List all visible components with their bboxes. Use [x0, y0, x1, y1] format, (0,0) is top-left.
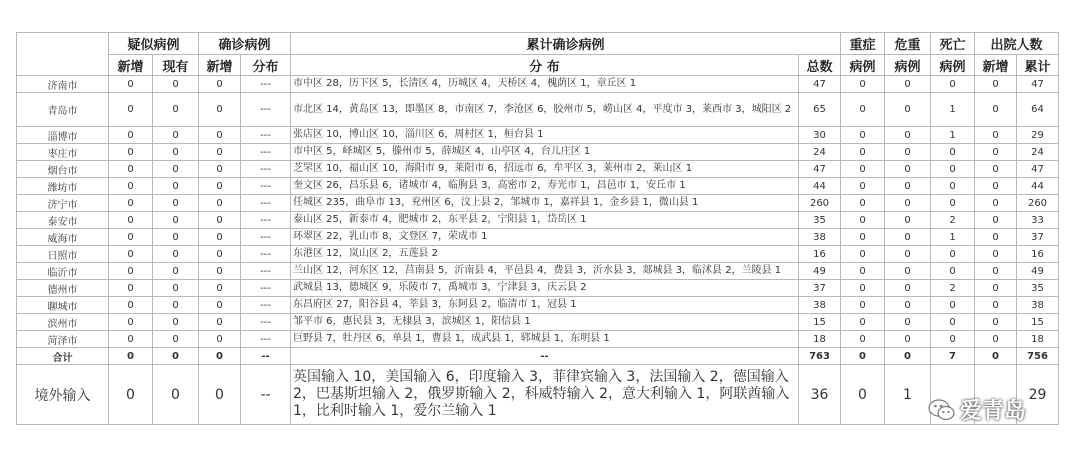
confirmed-dist-cell: --- — [241, 178, 291, 195]
suspected-current-cell: 0 — [153, 297, 199, 314]
header-discharged: 出院人数 — [975, 33, 1059, 55]
confirmed-dist-cell: --- — [241, 76, 291, 93]
total-cell: 260 — [799, 195, 841, 212]
confirmed-dist-cell: --- — [241, 297, 291, 314]
suspected-current-cell: 0 — [153, 93, 199, 127]
confirmed-new-cell: 0 — [199, 195, 241, 212]
critical-cell: 0 — [885, 263, 931, 280]
discharged-total-cell: 38 — [1017, 297, 1059, 314]
suspected-current-cell: 0 — [153, 331, 199, 348]
discharged-new-cell: 0 — [975, 314, 1017, 331]
city-cell: 潍坊市 — [17, 178, 109, 195]
table-row — [17, 229, 1059, 246]
confirmed-dist-cell: --- — [241, 127, 291, 144]
death-cell: 1 — [931, 93, 975, 127]
suspected-current-cell: 0 — [153, 195, 199, 212]
table-row — [17, 297, 1059, 314]
discharged-new-cell: 0 — [975, 127, 1017, 144]
death-cell: 0 — [931, 161, 975, 178]
subheader-death-cases: 病例 — [931, 55, 975, 76]
suspected-new-cell: 0 — [109, 212, 153, 229]
city-cell: 滨州市 — [17, 314, 109, 331]
total-cell: 36 — [799, 365, 841, 425]
suspected-current-cell: 0 — [153, 314, 199, 331]
discharged-new-cell: 0 — [975, 297, 1017, 314]
death-cell: 0 — [931, 331, 975, 348]
total-cell: 44 — [799, 178, 841, 195]
discharged-total-cell: 18 — [1017, 331, 1059, 348]
suspected-current-cell: 0 — [153, 144, 199, 161]
severe-cell: 0 — [841, 280, 885, 297]
confirmed-new-cell: 0 — [199, 212, 241, 229]
discharged-total-cell: 16 — [1017, 246, 1059, 263]
distribution-cell: 芝罘区 10，福山区 10，海阳市 9，莱阳市 6，招远市 6，牟平区 3，莱州市 2，莱山区 1 — [291, 161, 799, 178]
watermark — [928, 394, 1026, 425]
severe-cell: 0 — [841, 212, 885, 229]
suspected-current-cell: 0 — [153, 178, 199, 195]
table-row — [17, 144, 1059, 161]
critical-cell: 0 — [885, 161, 931, 178]
severe-cell: 0 — [841, 297, 885, 314]
severe-cell: 0 — [841, 161, 885, 178]
distribution-cell: 邹平市 6，惠民县 3，无棣县 3，滨城区 1，阳信县 1 — [291, 314, 799, 331]
suspected-new-cell: 0 — [109, 331, 153, 348]
confirmed-new-cell: 0 — [199, 76, 241, 93]
table-body — [17, 76, 1059, 425]
total-cell: 763 — [799, 348, 841, 365]
critical-cell: 0 — [885, 178, 931, 195]
distribution-cell: 市中区 28，历下区 5，长清区 4，历城区 4，天桥区 4，槐荫区 1，章丘区 1 — [291, 76, 799, 93]
discharged-total-cell: 47 — [1017, 161, 1059, 178]
distribution-cell: 张店区 10，博山区 10，淄川区 6，周村区 1，桓台县 1 — [291, 127, 799, 144]
subheader-discharged-new: 新增 — [975, 55, 1017, 76]
discharged-new-cell: 0 — [975, 212, 1017, 229]
discharged-total-cell: 44 — [1017, 178, 1059, 195]
city-cell: 临沂市 — [17, 263, 109, 280]
total-cell: 15 — [799, 314, 841, 331]
confirmed-dist-cell: --- — [241, 246, 291, 263]
severe-cell: 0 — [841, 195, 885, 212]
severe-cell: 0 — [841, 365, 885, 425]
discharged-total-cell: 47 — [1017, 76, 1059, 93]
severe-cell: 0 — [841, 229, 885, 246]
suspected-new-cell: 0 — [109, 280, 153, 297]
subheader-confirmed-new: 新增 — [199, 55, 241, 76]
discharged-total-cell: 15 — [1017, 314, 1059, 331]
suspected-new-cell: 0 — [109, 93, 153, 127]
severe-cell: 0 — [841, 127, 885, 144]
total-cell: 65 — [799, 93, 841, 127]
discharged-total-cell: 33 — [1017, 212, 1059, 229]
discharged-total-cell: 29 — [1017, 127, 1059, 144]
discharged-new-cell: 0 — [975, 144, 1017, 161]
severe-cell: 0 — [841, 314, 885, 331]
severe-cell: 0 — [841, 331, 885, 348]
discharged-new-cell: 0 — [975, 161, 1017, 178]
suspected-current-cell: 0 — [153, 212, 199, 229]
suspected-new-cell: 0 — [109, 348, 153, 365]
distribution-cell: 环翠区 22，乳山市 8，文登区 7，荣成市 1 — [291, 229, 799, 246]
subheader-suspected-new: 新增 — [109, 55, 153, 76]
total-cell: 47 — [799, 76, 841, 93]
death-cell: 1 — [931, 127, 975, 144]
death-cell: 2 — [931, 280, 975, 297]
discharged-new-cell: 0 — [975, 331, 1017, 348]
distribution-cell: 兰山区 12，河东区 12，莒南县 5，沂南县 4，平邑县 4，费县 3，沂水县 3，郯城县 3，临沭县 2，兰陵县 1 — [291, 263, 799, 280]
suspected-new-cell: 0 — [109, 365, 153, 425]
confirmed-new-cell: 0 — [199, 365, 241, 425]
distribution-cell: 英国输入 10，美国输入 6，印度输入 3，菲律宾输入 3，法国输入 2，德国输入 2，巴基斯坦输入 2，俄罗斯输入 2，科威特输入 2，意大利输入 1，阿联酋输入 1，比利时输入 1，爱尔兰输入 1 — [291, 365, 799, 425]
total-cell: 47 — [799, 161, 841, 178]
confirmed-new-cell: 0 — [199, 127, 241, 144]
confirmed-new-cell: 0 — [199, 229, 241, 246]
city-cell: 合计 — [17, 348, 109, 365]
confirmed-new-cell: 0 — [199, 263, 241, 280]
table-row — [17, 246, 1059, 263]
header-severe: 重症 — [841, 33, 885, 55]
severe-cell: 0 — [841, 263, 885, 280]
severe-cell: 0 — [841, 93, 885, 127]
discharged-total-cell: 24 — [1017, 144, 1059, 161]
severe-cell: 0 — [841, 76, 885, 93]
critical-cell: 0 — [885, 297, 931, 314]
suspected-new-cell: 0 — [109, 229, 153, 246]
subheader-discharged-total: 累计 — [1017, 55, 1059, 76]
header-confirmed: 确诊病例 — [199, 33, 291, 55]
distribution-cell: 任城区 235，曲阜市 13，兖州区 6，汶上县 2，邹城市 1，嘉祥县 1，金乡县 1，微山县 1 — [291, 195, 799, 212]
city-cell: 济南市 — [17, 76, 109, 93]
table-row — [17, 127, 1059, 144]
death-cell: 0 — [931, 144, 975, 161]
death-cell: 2 — [931, 212, 975, 229]
stats-table-wrap — [16, 32, 1059, 425]
suspected-current-cell: 0 — [153, 365, 199, 425]
critical-cell: 0 — [885, 127, 931, 144]
subheader-critical-cases: 病例 — [885, 55, 931, 76]
death-cell: 0 — [931, 246, 975, 263]
critical-cell: 1 — [885, 365, 931, 425]
city-cell: 德州市 — [17, 280, 109, 297]
discharged-total-cell: 260 — [1017, 195, 1059, 212]
suspected-current-cell: 0 — [153, 127, 199, 144]
discharged-total-cell: 64 — [1017, 93, 1059, 127]
discharged-new-cell: 0 — [975, 93, 1017, 127]
suspected-new-cell: 0 — [109, 76, 153, 93]
table-row — [17, 280, 1059, 297]
table-row — [17, 93, 1059, 127]
distribution-cell: 奎文区 26，昌乐县 6，诸城市 4，临朐县 3，高密市 2，寿光市 1，昌邑市 1，安丘市 1 — [291, 178, 799, 195]
severe-cell: 0 — [841, 144, 885, 161]
distribution-cell: 巨野县 7，牡丹区 6，单县 1，曹县 1，成武县 1，郓城县 1，东明县 1 — [291, 331, 799, 348]
distribution-cell: -- — [291, 348, 799, 365]
suspected-current-cell: 0 — [153, 348, 199, 365]
severe-cell: 0 — [841, 348, 885, 365]
suspected-current-cell: 0 — [153, 161, 199, 178]
city-cell: 聊城市 — [17, 297, 109, 314]
confirmed-new-cell: 0 — [199, 331, 241, 348]
header-death: 死亡 — [931, 33, 975, 55]
discharged-new-cell: 0 — [975, 76, 1017, 93]
discharged-total-cell: 29 — [1017, 365, 1059, 425]
critical-cell: 0 — [885, 229, 931, 246]
suspected-new-cell: 0 — [109, 263, 153, 280]
distribution-cell: 泰山区 25，新泰市 4，肥城市 2，东平县 2，宁阳县 1，岱岳区 1 — [291, 212, 799, 229]
city-cell: 烟台市 — [17, 161, 109, 178]
suspected-new-cell: 0 — [109, 297, 153, 314]
suspected-current-cell: 0 — [153, 76, 199, 93]
suspected-current-cell: 0 — [153, 246, 199, 263]
city-cell: 枣庄市 — [17, 144, 109, 161]
suspected-new-cell: 0 — [109, 246, 153, 263]
death-cell: 1 — [931, 229, 975, 246]
city-cell: 济宁市 — [17, 195, 109, 212]
discharged-total-cell: 756 — [1017, 348, 1059, 365]
subheader-total: 总数 — [799, 55, 841, 76]
confirmed-dist-cell: --- — [241, 280, 291, 297]
total-cell: 38 — [799, 229, 841, 246]
suspected-new-cell: 0 — [109, 178, 153, 195]
discharged-new-cell: 0 — [975, 280, 1017, 297]
confirmed-dist-cell: -- — [241, 365, 291, 425]
confirmed-dist-cell: --- — [241, 93, 291, 127]
confirmed-dist-cell: --- — [241, 195, 291, 212]
discharged-new-cell: 0 — [975, 195, 1017, 212]
subheader-severe-cases: 病例 — [841, 55, 885, 76]
suspected-new-cell: 0 — [109, 161, 153, 178]
total-cell: 30 — [799, 127, 841, 144]
suspected-new-cell: 0 — [109, 314, 153, 331]
critical-cell: 0 — [885, 212, 931, 229]
discharged-total-cell: 49 — [1017, 263, 1059, 280]
confirmed-dist-cell: --- — [241, 144, 291, 161]
total-cell: 24 — [799, 144, 841, 161]
confirmed-new-cell: 0 — [199, 178, 241, 195]
confirmed-dist-cell: --- — [241, 161, 291, 178]
confirmed-dist-cell: --- — [241, 263, 291, 280]
total-cell: 37 — [799, 280, 841, 297]
confirmed-new-cell: 0 — [199, 246, 241, 263]
confirmed-new-cell: 0 — [199, 161, 241, 178]
total-cell: 16 — [799, 246, 841, 263]
city-cell: 菏泽市 — [17, 331, 109, 348]
table-row — [17, 178, 1059, 195]
corner-cell — [17, 33, 109, 76]
discharged-total-cell: 35 — [1017, 280, 1059, 297]
distribution-cell: 市北区 14，黄岛区 13，即墨区 8，市南区 7，李沧区 6，胶州市 5，崂山区 4，平度市 3，莱西市 3，城阳区 2 — [291, 93, 799, 127]
death-cell: 7 — [931, 348, 975, 365]
covid-stats-table — [16, 32, 1059, 425]
discharged-new-cell: 0 — [975, 348, 1017, 365]
critical-cell: 0 — [885, 195, 931, 212]
header-cumulative: 累计确诊病例 — [291, 33, 841, 55]
table-row — [17, 195, 1059, 212]
total-cell: 38 — [799, 297, 841, 314]
critical-cell: 0 — [885, 246, 931, 263]
suspected-current-cell: 0 — [153, 263, 199, 280]
death-cell: 0 — [931, 178, 975, 195]
discharged-new-cell: 0 — [975, 178, 1017, 195]
death-cell: 0 — [931, 297, 975, 314]
watermark-text: 爱青岛 — [960, 399, 1027, 424]
city-cell: 淄博市 — [17, 127, 109, 144]
suspected-current-cell: 0 — [153, 229, 199, 246]
city-cell: 日照市 — [17, 246, 109, 263]
subheader-suspected-current: 现有 — [153, 55, 199, 76]
subheader-confirmed-distribution: 分布 — [241, 55, 291, 76]
total-cell: 18 — [799, 331, 841, 348]
wechat-icon — [928, 398, 956, 422]
suspected-new-cell: 0 — [109, 144, 153, 161]
table-row — [17, 263, 1059, 280]
table-row — [17, 314, 1059, 331]
table-row — [17, 76, 1059, 93]
city-cell: 青岛市 — [17, 93, 109, 127]
confirmed-dist-cell: -- — [241, 348, 291, 365]
critical-cell: 0 — [885, 144, 931, 161]
severe-cell: 0 — [841, 178, 885, 195]
discharged-new-cell: 0 — [975, 246, 1017, 263]
critical-cell: 0 — [885, 331, 931, 348]
city-cell: 威海市 — [17, 229, 109, 246]
total-cell: 49 — [799, 263, 841, 280]
suspected-new-cell: 0 — [109, 127, 153, 144]
death-cell: 0 — [931, 314, 975, 331]
total-cell: 35 — [799, 212, 841, 229]
confirmed-new-cell: 0 — [199, 297, 241, 314]
confirmed-new-cell: 0 — [199, 144, 241, 161]
confirmed-new-cell: 0 — [199, 280, 241, 297]
critical-cell: 0 — [885, 348, 931, 365]
distribution-cell: 市中区 5，峄城区 5，滕州市 5，薛城区 4，山亭区 4，台儿庄区 1 — [291, 144, 799, 161]
discharged-new-cell: 0 — [975, 263, 1017, 280]
discharged-total-cell: 37 — [1017, 229, 1059, 246]
critical-cell: 0 — [885, 76, 931, 93]
confirmed-dist-cell: --- — [241, 314, 291, 331]
confirmed-new-cell: 0 — [199, 348, 241, 365]
city-cell: 泰安市 — [17, 212, 109, 229]
confirmed-dist-cell: --- — [241, 212, 291, 229]
table-row — [17, 212, 1059, 229]
table-row — [17, 161, 1059, 178]
confirmed-dist-cell: --- — [241, 229, 291, 246]
critical-cell: 0 — [885, 280, 931, 297]
confirmed-new-cell: 0 — [199, 93, 241, 127]
distribution-cell: 东港区 12，岚山区 2，五莲县 2 — [291, 246, 799, 263]
table-row — [17, 331, 1059, 348]
confirmed-new-cell: 0 — [199, 314, 241, 331]
discharged-new-cell: 0 — [975, 229, 1017, 246]
death-cell: 0 — [931, 263, 975, 280]
imported-row — [17, 365, 1059, 425]
critical-cell: 0 — [885, 93, 931, 127]
confirmed-dist-cell: --- — [241, 331, 291, 348]
distribution-cell: 东昌府区 27，阳谷县 4，莘县 3，东阿县 2，临清市 1，冠县 1 — [291, 297, 799, 314]
death-cell: 0 — [931, 76, 975, 93]
city-cell: 境外输入 — [17, 365, 109, 425]
distribution-cell: 武城县 13，德城区 9，乐陵市 7，禹城市 3，宁津县 3，庆云县 2 — [291, 280, 799, 297]
header-suspected: 疑似病例 — [109, 33, 199, 55]
subheader-distribution: 分 布 — [291, 55, 799, 76]
suspected-new-cell: 0 — [109, 195, 153, 212]
death-cell: 0 — [931, 195, 975, 212]
critical-cell: 0 — [885, 314, 931, 331]
total-row — [17, 348, 1059, 365]
suspected-current-cell: 0 — [153, 280, 199, 297]
severe-cell: 0 — [841, 246, 885, 263]
header-critical: 危重 — [885, 33, 931, 55]
